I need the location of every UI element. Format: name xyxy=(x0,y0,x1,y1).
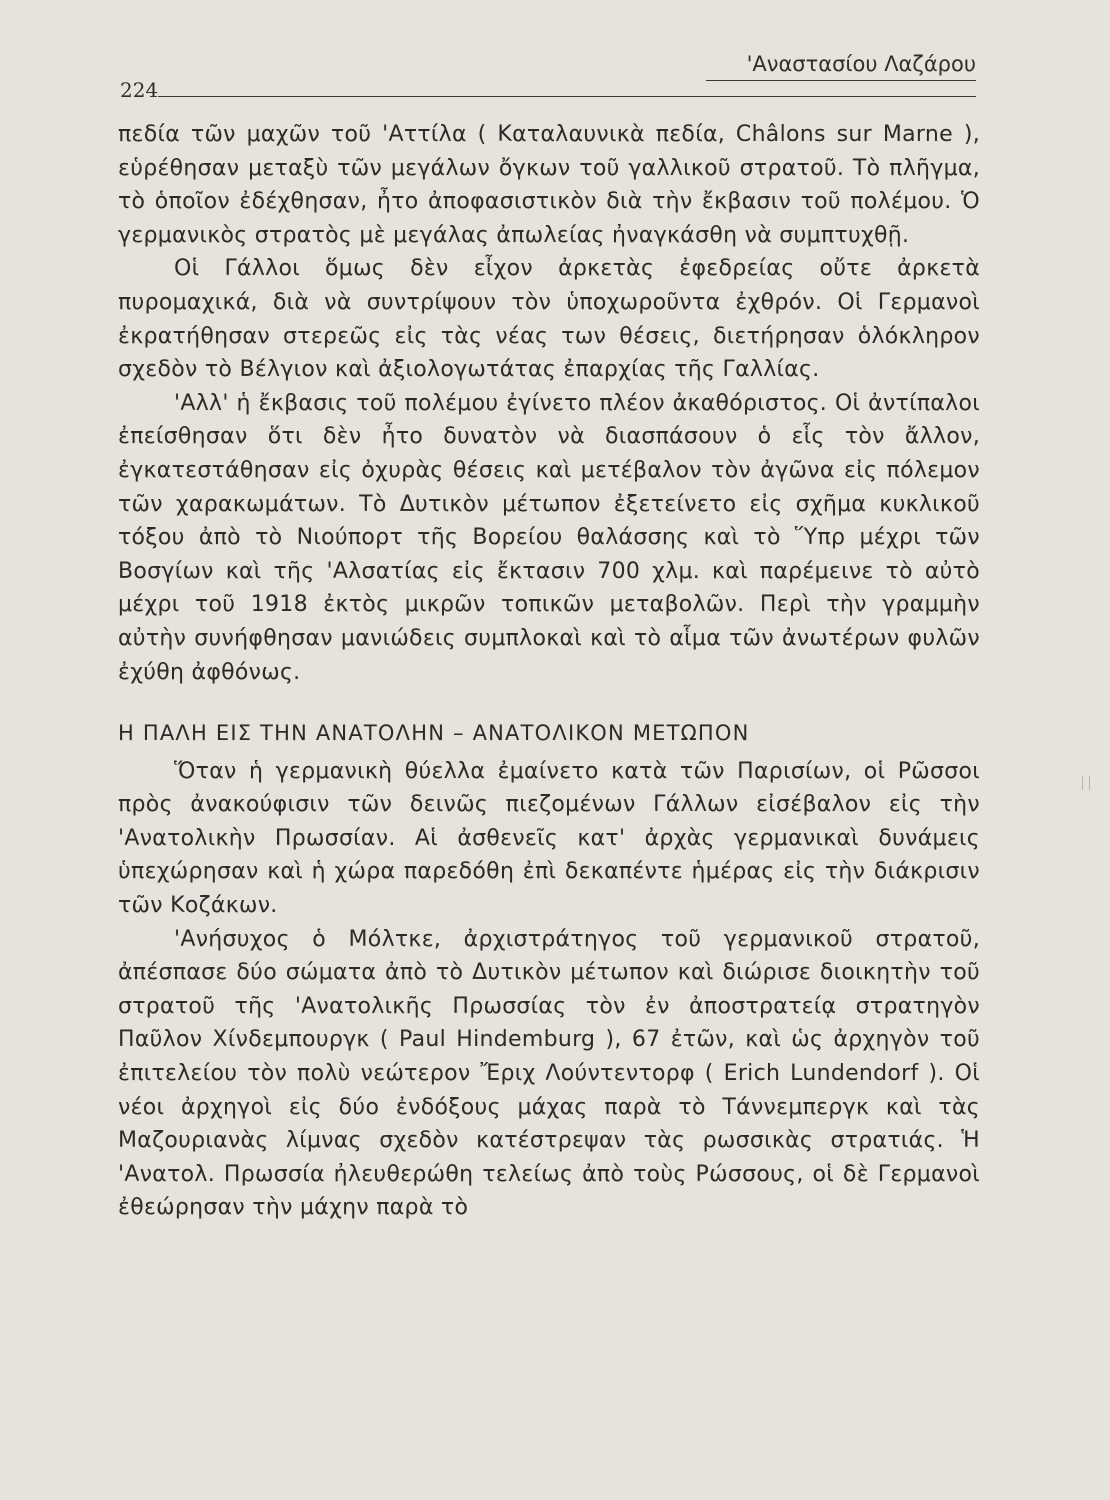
paragraph: 'Αλλ' ἡ ἔκβασις τοῦ πολέμου ἐγίνετο πλέον ἀκαθόριστος. Οἱ ἀντίπαλοι ἐπείσθησαν ὅτι δὲν ἦτο δυνατὸν νὰ διασπάσουν ὁ εἷς τὸν ἄλλον, ἐγκατεστάθησαν εἰς ὀχυρὰς θέσεις καὶ μετέβαλον τὸν ἀγῶνα εἰς πόλεμον τῶν χαρακωμάτων. Τὸ Δυτικὸν μέτωπον ἐξετείνετο εἰς σχῆμα κυκλικοῦ τόξου ἀπὸ τὸ Νιούπορτ τῆς Βορείου θαλάσσης καὶ τὸ Ὕπρ μέχρι τῶν Βοσγίων καὶ τῆς 'Αλσατίας εἰς ἔκτασιν 700 χλμ. καὶ παρέμεινε τὸ αὐτὸ μέχρι τοῦ 1918 ἐκτὸς μικρῶν τοπικῶν μεταβολῶν. Περὶ τὴν γραμμὴν αὐτὴν συνήφθησαν μανιώδεις συμπλοκαὶ καὶ τὸ αἷμα τῶν ἀνωτέρων φυλῶν ἐχύθη ἀφθόνως. xyxy=(118,390,980,685)
running-head: 'Αναστασίου Λαζάρου xyxy=(746,52,976,76)
header-rule xyxy=(158,96,976,97)
margin-mark xyxy=(1082,776,1090,790)
page-header xyxy=(120,44,976,102)
paragraph: Οἱ Γάλλοι ὅμως δὲν εἶχον ἀρκετὰς ἐφεδρείας οὔτε ἀρκετὰ πυρομαχικά, διὰ νὰ συντρίψουν τὸν ὑποχωροῦντα ἐχθρόν. Οἱ Γερμανοὶ ἐκρατήθησαν στερεῶς εἰς τὰς νέας των θέσεις, διετήρησαν ὁλόκληρον σχεδὸν τὸ Βέλγιον καὶ ἀξιολογωτάτας ἐπαρχίας τῆς Γαλλίας. xyxy=(118,256,980,383)
body-text xyxy=(118,118,980,1225)
page-number: 224 xyxy=(120,78,159,102)
section-heading: Η ΠΑΛΗ ΕΙΣ ΤΗΝ ΑΝΑΤΟΛΗΝ – ΑΝΑΤΟΛΙΚΟΝ ΜΕΤΩΠΟΝ xyxy=(118,721,750,746)
paragraph: Ὅταν ἡ γερμανικὴ θύελλα ἐμαίνετο κατὰ τῶν Παρισίων, οἱ Ρῶσσοι πρὸς ἀνακούφισιν τῶν δεινῶς πιεζομένων Γάλλων εἰσέβαλον εἰς τὴν 'Ανατολικὴν Πρωσσίαν. Αἱ ἀσθενεῖς κατ' ἀρχὰς γερμανικαὶ δυνάμεις ὑπεχώρησαν καὶ ἡ χώρα παρεδόθη ἐπὶ δεκαπέντε ἡμέρας εἰς τὴν διάκρισιν τῶν Κοζάκων. xyxy=(118,758,980,919)
paragraph-continuation: πεδία τῶν μαχῶν τοῦ 'Αττίλα ( Καταλαυνικὰ πεδία, Châlons sur Marne ), εὑρέθησαν μεταξὺ τῶν μεγάλων ὄγκων τοῦ γαλλικοῦ στρατοῦ. Τὸ πλῆγμα, τὸ ὁποῖον ἐδέχθησαν, ἦτο ἀποφασιστικὸν διὰ τὴν ἔκβασιν τοῦ πολέμου. Ὁ γερμανικὸς στρατὸς μὲ μεγάλας ἀπωλείας ἠναγκάσθη νὰ συμπτυχθῇ. xyxy=(118,122,980,248)
running-head-underline xyxy=(706,80,976,81)
paragraph: 'Ανήσυχος ὁ Μόλτκε, ἀρχιστράτηγος τοῦ γερμανικοῦ στρατοῦ, ἀπέσπασε δύο σώματα ἀπὸ τὸ Δυτικὸν μέτωπον καὶ διώρισε διοικητὴν τοῦ στρατοῦ τῆς 'Ανατολικῆς Πρωσσίας τὸν ἐν ἀποστρατείᾳ στρατηγὸν Παῦλον Χίνδεμπουργκ ( Paul Hindemburg ), 67 ἐτῶν, καὶ ὡς ἀρχηγὸν τοῦ ἐπιτελείου τὸν πολὺ νεώτερον Ἔριχ Λούντεντορφ ( Erich Lundendorf ). Οἱ νέοι ἀρχηγοὶ εἰς δύο ἐνδόξους μάχας παρὰ τὸ Τάννεμπεργκ καὶ τὰς Μαζουριανὰς λίμνας σχεδὸν κατέστρεψαν τὰς ρωσσικὰς στρατιάς. Ἡ 'Ανατολ. Πρωσσία ἠλευθερώθη τελείως ἀπὸ τοὺς Ρώσσους, οἱ δὲ Γερμανοὶ ἐθεώρησαν τὴν μάχην παρὰ τὸ xyxy=(118,926,980,1221)
